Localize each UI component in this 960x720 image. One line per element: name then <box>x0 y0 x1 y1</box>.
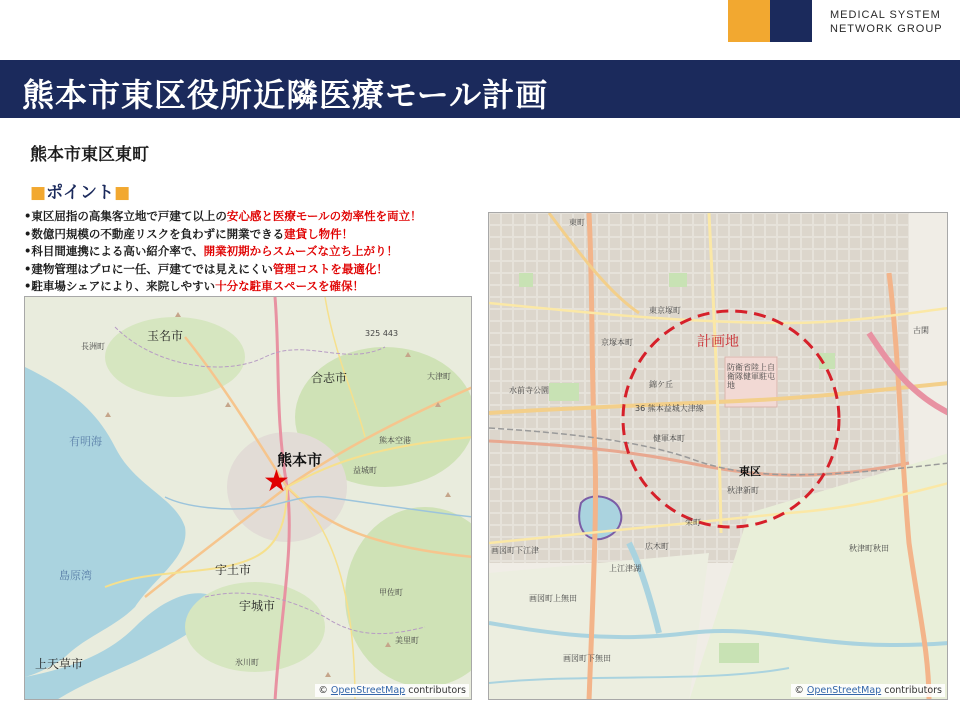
map-label-shimomu: 画図町下無田 <box>563 654 611 663</box>
map-label-kyohara: 京塚本町 <box>601 338 633 347</box>
point-highlight: 安心感と医療モールの効率性を両立！ <box>226 209 422 223</box>
map-label-akitsu2: 秋津町秋田 <box>849 544 889 553</box>
point-item <box>24 278 422 296</box>
target-location-star-icon: ★ <box>263 464 290 499</box>
point-label: ポイント <box>46 183 115 203</box>
map-label-kosa: 甲佐町 <box>379 588 403 597</box>
map-attribution <box>791 684 945 697</box>
regional-map[interactable] <box>24 296 472 700</box>
local-map-graphics <box>489 213 948 700</box>
map-label-hiroki: 広木町 <box>645 542 669 551</box>
map-label-hikawa: 氷川町 <box>235 658 259 667</box>
attribution-prefix: © <box>318 685 331 696</box>
logo-line-1: MEDICAL SYSTEM <box>830 9 941 21</box>
attribution-suffix: contributors <box>405 685 466 696</box>
point-text: •建物管理はプロに一任、戸建てでは見えにくい <box>24 261 273 276</box>
map-label-nishiki: 錦ケ丘 <box>649 380 673 389</box>
map-label-koshi: 合志市 <box>311 371 348 385</box>
point-item <box>24 243 422 261</box>
map-label-akitsu: 秋津新町 <box>727 486 759 495</box>
point-item <box>24 261 422 279</box>
title-band <box>0 60 960 118</box>
point-highlight: 開業初期からスムーズな立ち上がり！ <box>203 244 398 258</box>
map-label-kamimu: 画図町上無田 <box>529 594 577 603</box>
map-label-higashi: 東区 <box>739 465 761 478</box>
map-label-base: 防衛省陸上自衛隊健軍駐屯地 <box>727 363 775 390</box>
map-label-kumamoto: 熊本市 <box>277 451 323 469</box>
point-text: •数億円規模の不動産リスクを負わずに開業できる <box>24 226 285 241</box>
point-item <box>24 208 422 226</box>
point-heading <box>30 178 130 203</box>
point-highlight: 建貸し物件！ <box>284 226 354 241</box>
company-logo <box>728 0 960 44</box>
map-label-route: 325 443 <box>365 329 399 338</box>
local-map[interactable] <box>488 212 948 700</box>
map-label-uto: 宇土市 <box>215 563 252 577</box>
point-highlight: 十分な駐車スペースを確保！ <box>215 279 365 293</box>
plan-site-label: 計画地 <box>697 334 739 350</box>
point-text: •科目間連携による高い紹介率で、 <box>24 244 204 258</box>
map-label-suizenji: 水前寺公園 <box>509 386 549 395</box>
map-label-ozu: 大津町 <box>427 372 451 381</box>
map-label-tokyo: 東京塚町 <box>649 306 681 315</box>
openstreetmap-link[interactable]: OpenStreetMap <box>806 685 882 696</box>
map-label-sakae: 栄町 <box>685 518 701 527</box>
map-attribution <box>315 684 469 697</box>
point-item <box>24 226 422 244</box>
attribution-prefix: © <box>794 685 807 696</box>
map-label-shimizu: 東町 <box>569 218 585 227</box>
map-label-kamiezu: 上江津湖 <box>609 564 641 573</box>
logo-navy-square <box>770 0 812 42</box>
map-label-amakusa: 上天草市 <box>35 657 84 671</box>
location-label: 熊本市東区東町 <box>30 145 149 165</box>
point-text: •東区屈指の高集客立地で戸建て以上の <box>24 209 227 223</box>
map-label-uki: 宇城市 <box>239 599 276 613</box>
map-label-misato: 美里町 <box>395 636 419 645</box>
point-highlight: 管理コストを最適化！ <box>272 261 388 276</box>
openstreetmap-link[interactable]: OpenStreetMap <box>330 685 406 696</box>
map-label-nagasu: 長洲町 <box>81 342 105 351</box>
point-bullet-right-icon: ■ <box>114 183 131 203</box>
map-label-route: 36 熊本益城大津線 <box>635 404 704 413</box>
map-label-kenkun: 健軍本町 <box>653 434 685 443</box>
logo-line-2: NETWORK GROUP <box>830 23 943 35</box>
logo-orange-square <box>728 0 770 42</box>
map-label-shimo: 画図町下江津 <box>491 546 539 555</box>
map-label-airport: 熊本空港 <box>379 436 411 445</box>
attribution-suffix: contributors <box>881 685 942 696</box>
point-bullet-left-icon: ■ <box>30 183 47 203</box>
point-text: •駐車場シェアにより、来院しやすい <box>24 279 216 293</box>
map-label-ariake: 有明海 <box>69 435 102 448</box>
map-label-mashiki: 益城町 <box>353 466 377 475</box>
point-list <box>24 208 422 296</box>
map-label-tamana: 玉名市 <box>147 329 184 343</box>
page-title: 熊本市東区役所近隣医療モール計画 <box>22 76 549 114</box>
logo-text <box>830 8 943 36</box>
map-label-shimabara: 島原湾 <box>59 569 92 582</box>
map-label-koga: 古閑 <box>913 326 929 335</box>
